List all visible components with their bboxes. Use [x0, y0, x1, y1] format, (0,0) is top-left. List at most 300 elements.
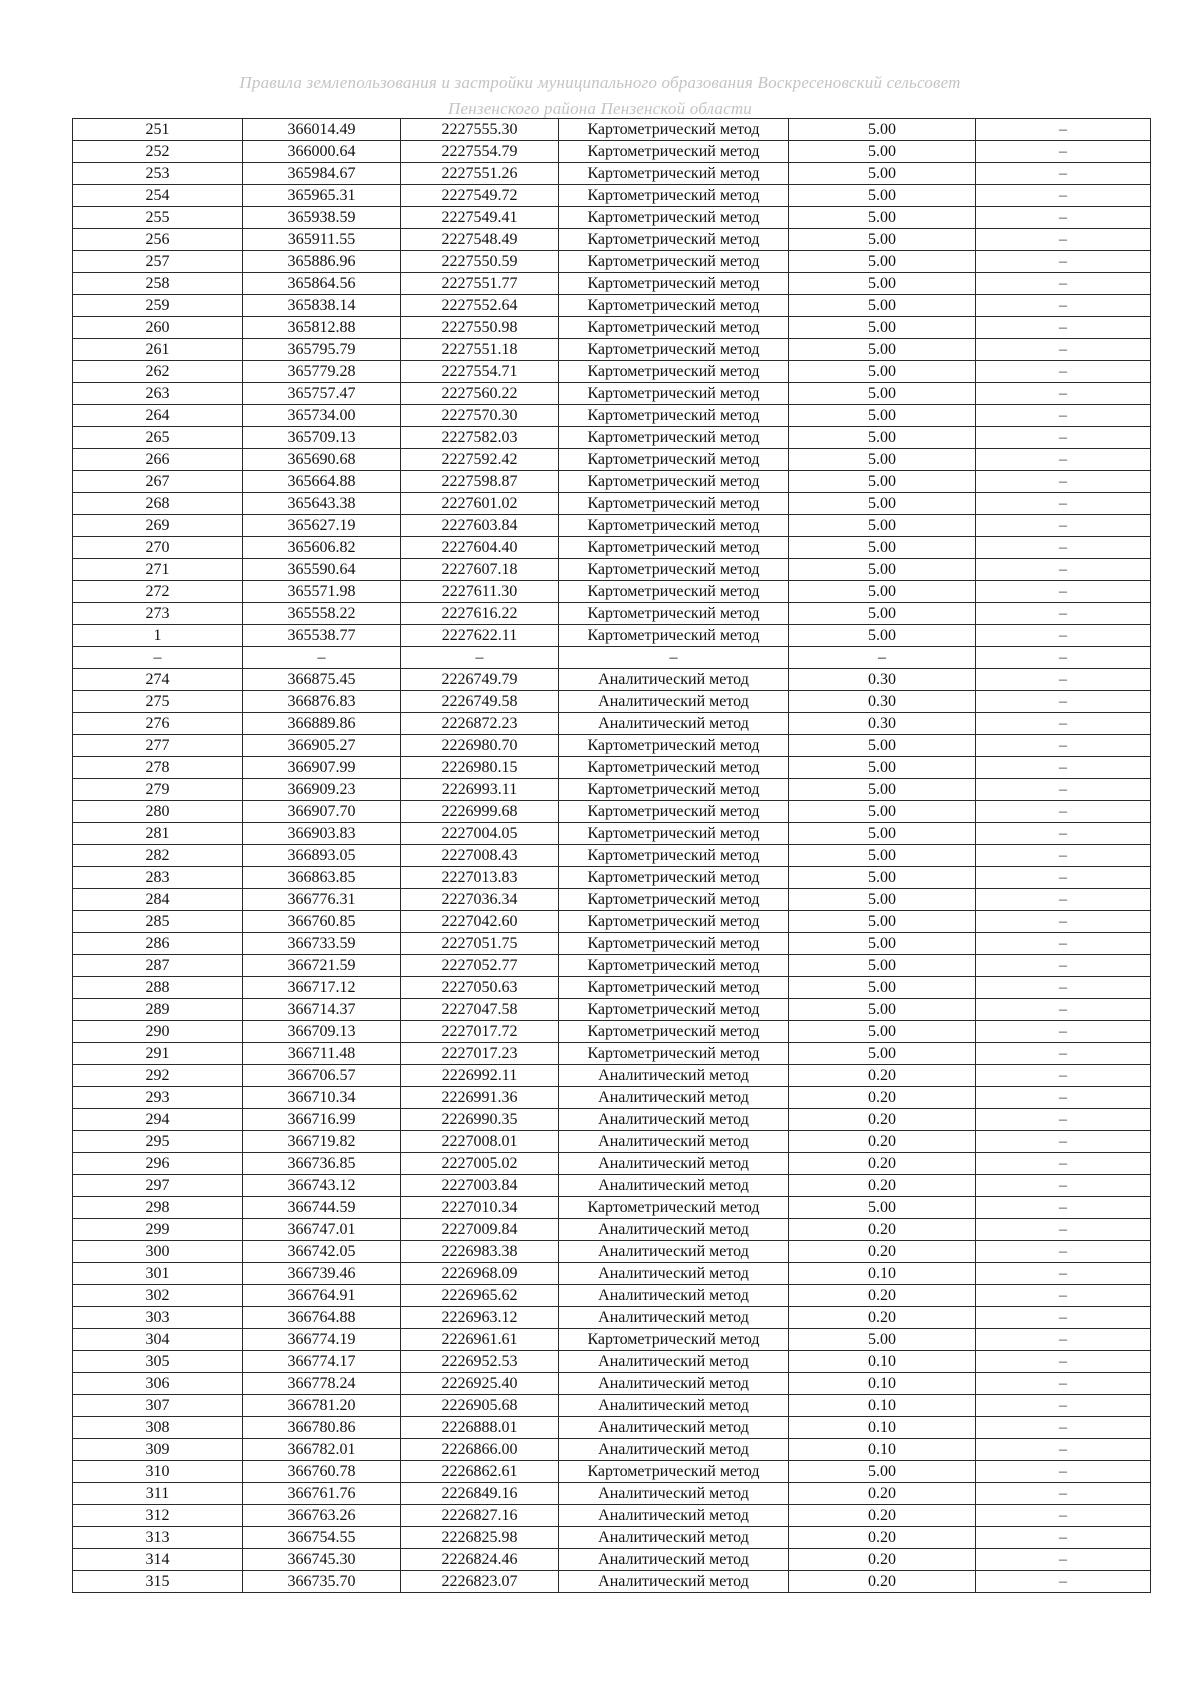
precision-cell: 5.00 [789, 867, 976, 889]
method-cell: Картометрический метод [559, 1329, 789, 1351]
y-coordinate-cell: 2226925.40 [401, 1373, 559, 1395]
y-coordinate-cell: 2227582.03 [401, 427, 559, 449]
precision-cell: 5.00 [789, 141, 976, 163]
table-row [73, 1329, 1151, 1351]
point-number-cell: 299 [73, 1219, 243, 1241]
note-cell: – [976, 163, 1151, 185]
table-row [73, 779, 1151, 801]
precision-cell: 5.00 [789, 625, 976, 647]
x-coordinate-cell: 366014.49 [243, 119, 401, 141]
x-coordinate-cell: 366909.23 [243, 779, 401, 801]
y-coordinate-cell: 2226749.79 [401, 669, 559, 691]
method-cell: Картометрический метод [559, 515, 789, 537]
note-cell: – [976, 757, 1151, 779]
note-cell: – [976, 823, 1151, 845]
table-row [73, 163, 1151, 185]
method-cell: Картометрический метод [559, 207, 789, 229]
method-cell: Картометрический метод [559, 889, 789, 911]
table-row [73, 449, 1151, 471]
y-coordinate-cell: 2227560.22 [401, 383, 559, 405]
table-row [73, 669, 1151, 691]
x-coordinate-cell: 366745.30 [243, 1549, 401, 1571]
y-coordinate-cell: 2227551.77 [401, 273, 559, 295]
x-coordinate-cell: 366739.46 [243, 1263, 401, 1285]
table-row [73, 955, 1151, 977]
point-number-cell: 277 [73, 735, 243, 757]
note-cell: – [976, 207, 1151, 229]
y-coordinate-cell: 2226961.61 [401, 1329, 559, 1351]
table-row [73, 1549, 1151, 1571]
y-coordinate-cell: 2226968.09 [401, 1263, 559, 1285]
point-number-cell: 292 [73, 1065, 243, 1087]
method-cell: Аналитический метод [559, 1241, 789, 1263]
table-row [73, 1461, 1151, 1483]
table-row [73, 1219, 1151, 1241]
note-cell: – [976, 1175, 1151, 1197]
precision-cell: 5.00 [789, 1461, 976, 1483]
note-cell: – [976, 647, 1151, 669]
table-row [73, 1483, 1151, 1505]
y-coordinate-cell: 2226888.01 [401, 1417, 559, 1439]
method-cell: Картометрический метод [559, 449, 789, 471]
method-cell: Аналитический метод [559, 713, 789, 735]
x-coordinate-cell: 366903.83 [243, 823, 401, 845]
precision-cell: 0.20 [789, 1241, 976, 1263]
table-row [73, 889, 1151, 911]
note-cell: – [976, 383, 1151, 405]
table-row [73, 977, 1151, 999]
method-cell: Картометрический метод [559, 229, 789, 251]
x-coordinate-cell: 366764.91 [243, 1285, 401, 1307]
point-number-cell: 261 [73, 339, 243, 361]
note-cell: – [976, 339, 1151, 361]
point-number-cell: 310 [73, 1461, 243, 1483]
x-coordinate-cell: 365709.13 [243, 427, 401, 449]
point-number-cell: 285 [73, 911, 243, 933]
point-number-cell: 255 [73, 207, 243, 229]
note-cell: – [976, 735, 1151, 757]
method-cell: Картометрический метод [559, 317, 789, 339]
point-number-cell: 284 [73, 889, 243, 911]
x-coordinate-cell: 365558.22 [243, 603, 401, 625]
x-coordinate-cell: 366760.85 [243, 911, 401, 933]
point-number-cell: 271 [73, 559, 243, 581]
y-coordinate-cell: 2227554.79 [401, 141, 559, 163]
point-number-cell: 305 [73, 1351, 243, 1373]
x-coordinate-cell: 366754.55 [243, 1527, 401, 1549]
precision-cell: 5.00 [789, 317, 976, 339]
table-row [73, 625, 1151, 647]
point-number-cell: 297 [73, 1175, 243, 1197]
precision-cell: 0.20 [789, 1065, 976, 1087]
note-cell: – [976, 1219, 1151, 1241]
point-number-cell: 313 [73, 1527, 243, 1549]
y-coordinate-cell: 2227042.60 [401, 911, 559, 933]
table-row [73, 845, 1151, 867]
method-cell: Картометрический метод [559, 471, 789, 493]
point-number-cell: 263 [73, 383, 243, 405]
point-number-cell: 253 [73, 163, 243, 185]
table-row [73, 1131, 1151, 1153]
precision-cell: 0.20 [789, 1153, 976, 1175]
point-number-cell: 314 [73, 1549, 243, 1571]
y-coordinate-cell: – [401, 647, 559, 669]
point-number-cell: 270 [73, 537, 243, 559]
point-number-cell: 273 [73, 603, 243, 625]
table-row [73, 1065, 1151, 1087]
table-row [73, 493, 1151, 515]
x-coordinate-cell: 366706.57 [243, 1065, 401, 1087]
point-number-cell: 254 [73, 185, 243, 207]
table-row [73, 471, 1151, 493]
x-coordinate-cell: 366905.27 [243, 735, 401, 757]
y-coordinate-cell: 2226980.70 [401, 735, 559, 757]
table-row [73, 1175, 1151, 1197]
precision-cell: 5.00 [789, 295, 976, 317]
note-cell: – [976, 141, 1151, 163]
point-number-cell: 279 [73, 779, 243, 801]
method-cell: Аналитический метод [559, 1373, 789, 1395]
precision-cell: 5.00 [789, 119, 976, 141]
x-coordinate-cell: 366742.05 [243, 1241, 401, 1263]
x-coordinate-cell: 366774.19 [243, 1329, 401, 1351]
point-number-cell: 276 [73, 713, 243, 735]
y-coordinate-cell: 2227549.41 [401, 207, 559, 229]
method-cell: Картометрический метод [559, 251, 789, 273]
precision-cell: 0.20 [789, 1285, 976, 1307]
table-row [73, 1439, 1151, 1461]
table-row [73, 1021, 1151, 1043]
note-cell: – [976, 1329, 1151, 1351]
precision-cell: 5.00 [789, 911, 976, 933]
x-coordinate-cell: 366721.59 [243, 955, 401, 977]
y-coordinate-cell: 2227607.18 [401, 559, 559, 581]
note-cell: – [976, 977, 1151, 999]
method-cell: Картометрический метод [559, 427, 789, 449]
note-cell: – [976, 273, 1151, 295]
precision-cell: 0.20 [789, 1527, 976, 1549]
precision-cell: 5.00 [789, 251, 976, 273]
note-cell: – [976, 295, 1151, 317]
precision-cell: 5.00 [789, 163, 976, 185]
point-number-cell: 302 [73, 1285, 243, 1307]
table-row [73, 1527, 1151, 1549]
x-coordinate-cell: 365864.56 [243, 273, 401, 295]
note-cell: – [976, 713, 1151, 735]
x-coordinate-cell: 366781.20 [243, 1395, 401, 1417]
x-coordinate-cell: 365690.68 [243, 449, 401, 471]
note-cell: – [976, 1241, 1151, 1263]
y-coordinate-cell: 2227004.05 [401, 823, 559, 845]
method-cell: Картометрический метод [559, 493, 789, 515]
table-row [73, 1241, 1151, 1263]
y-coordinate-cell: 2226749.58 [401, 691, 559, 713]
method-cell: Аналитический метод [559, 1417, 789, 1439]
method-cell: Аналитический метод [559, 1505, 789, 1527]
precision-cell: 5.00 [789, 1021, 976, 1043]
y-coordinate-cell: 2227570.30 [401, 405, 559, 427]
note-cell: – [976, 449, 1151, 471]
table-row [73, 1153, 1151, 1175]
table-row [73, 1263, 1151, 1285]
precision-cell: 5.00 [789, 735, 976, 757]
x-coordinate-cell: 366747.01 [243, 1219, 401, 1241]
point-number-cell: 306 [73, 1373, 243, 1395]
y-coordinate-cell: 2227036.34 [401, 889, 559, 911]
note-cell: – [976, 933, 1151, 955]
note-cell: – [976, 251, 1151, 273]
note-cell: – [976, 691, 1151, 713]
point-number-cell: 280 [73, 801, 243, 823]
x-coordinate-cell: 365627.19 [243, 515, 401, 537]
method-cell: Картометрический метод [559, 405, 789, 427]
table-row [73, 1043, 1151, 1065]
method-cell: Картометрический метод [559, 1461, 789, 1483]
point-number-cell: 269 [73, 515, 243, 537]
point-number-cell: 296 [73, 1153, 243, 1175]
method-cell: Картометрический метод [559, 801, 789, 823]
table-row [73, 823, 1151, 845]
method-cell: Картометрический метод [559, 1021, 789, 1043]
method-cell: Картометрический метод [559, 361, 789, 383]
x-coordinate-cell: 365938.59 [243, 207, 401, 229]
point-number-cell: 308 [73, 1417, 243, 1439]
y-coordinate-cell: 2227017.72 [401, 1021, 559, 1043]
method-cell: Картометрический метод [559, 537, 789, 559]
precision-cell: 5.00 [789, 933, 976, 955]
table-row [73, 515, 1151, 537]
method-cell: Картометрический метод [559, 383, 789, 405]
precision-cell: 5.00 [789, 1043, 976, 1065]
x-coordinate-cell: 365643.38 [243, 493, 401, 515]
point-number-cell: 262 [73, 361, 243, 383]
point-number-cell: 264 [73, 405, 243, 427]
page-header [60, 70, 1140, 122]
method-cell: Картометрический метод [559, 339, 789, 361]
precision-cell: 0.10 [789, 1263, 976, 1285]
precision-cell: 5.00 [789, 339, 976, 361]
note-cell: – [976, 999, 1151, 1021]
note-cell: – [976, 1505, 1151, 1527]
precision-cell: 5.00 [789, 779, 976, 801]
x-coordinate-cell: 366907.99 [243, 757, 401, 779]
x-coordinate-cell: 366760.78 [243, 1461, 401, 1483]
x-coordinate-cell: 366761.76 [243, 1483, 401, 1505]
x-coordinate-cell: 365757.47 [243, 383, 401, 405]
x-coordinate-cell: 366893.05 [243, 845, 401, 867]
note-cell: – [976, 845, 1151, 867]
table-row [73, 801, 1151, 823]
note-cell: – [976, 1153, 1151, 1175]
table-row [73, 713, 1151, 735]
method-cell: Аналитический метод [559, 1549, 789, 1571]
note-cell: – [976, 1527, 1151, 1549]
note-cell: – [976, 317, 1151, 339]
method-cell: – [559, 647, 789, 669]
table-row [73, 1505, 1151, 1527]
precision-cell: 5.00 [789, 581, 976, 603]
note-cell: – [976, 625, 1151, 647]
y-coordinate-cell: 2226952.53 [401, 1351, 559, 1373]
note-cell: – [976, 229, 1151, 251]
method-cell: Картометрический метод [559, 273, 789, 295]
precision-cell: 0.10 [789, 1373, 976, 1395]
x-coordinate-cell: 366000.64 [243, 141, 401, 163]
x-coordinate-cell: 366776.31 [243, 889, 401, 911]
point-number-cell: 1 [73, 625, 243, 647]
y-coordinate-cell: 2227551.18 [401, 339, 559, 361]
point-number-cell: 311 [73, 1483, 243, 1505]
table-row [73, 1351, 1151, 1373]
method-cell: Аналитический метод [559, 1153, 789, 1175]
point-number-cell: 294 [73, 1109, 243, 1131]
precision-cell: 5.00 [789, 515, 976, 537]
precision-cell: 0.20 [789, 1549, 976, 1571]
y-coordinate-cell: 2227598.87 [401, 471, 559, 493]
note-cell: – [976, 119, 1151, 141]
method-cell: Картометрический метод [559, 933, 789, 955]
y-coordinate-cell: 2227047.58 [401, 999, 559, 1021]
y-coordinate-cell: 2227592.42 [401, 449, 559, 471]
y-coordinate-cell: 2227555.30 [401, 119, 559, 141]
y-coordinate-cell: 2227008.01 [401, 1131, 559, 1153]
note-cell: – [976, 1483, 1151, 1505]
precision-cell: 5.00 [789, 889, 976, 911]
y-coordinate-cell: 2227622.11 [401, 625, 559, 647]
precision-cell: 0.30 [789, 691, 976, 713]
precision-cell: 5.00 [789, 845, 976, 867]
note-cell: – [976, 779, 1151, 801]
table-row [73, 999, 1151, 1021]
point-number-cell: 300 [73, 1241, 243, 1263]
table-row [73, 1417, 1151, 1439]
method-cell: Аналитический метод [559, 1285, 789, 1307]
method-cell: Аналитический метод [559, 1175, 789, 1197]
x-coordinate-cell: 365812.88 [243, 317, 401, 339]
point-number-cell: 258 [73, 273, 243, 295]
x-coordinate-cell: 366736.85 [243, 1153, 401, 1175]
table-row [73, 185, 1151, 207]
precision-cell: 0.30 [789, 669, 976, 691]
note-cell: – [976, 1439, 1151, 1461]
point-number-cell: 281 [73, 823, 243, 845]
table-row [73, 911, 1151, 933]
y-coordinate-cell: 2227013.83 [401, 867, 559, 889]
x-coordinate-cell: 366889.86 [243, 713, 401, 735]
y-coordinate-cell: 2227603.84 [401, 515, 559, 537]
note-cell: – [976, 405, 1151, 427]
table-row [73, 427, 1151, 449]
note-cell: – [976, 471, 1151, 493]
x-coordinate-cell: 366714.37 [243, 999, 401, 1021]
note-cell: – [976, 911, 1151, 933]
point-number-cell: 251 [73, 119, 243, 141]
point-number-cell: 295 [73, 1131, 243, 1153]
point-number-cell: 256 [73, 229, 243, 251]
y-coordinate-cell: 2227552.64 [401, 295, 559, 317]
precision-cell: 0.10 [789, 1395, 976, 1417]
note-cell: – [976, 867, 1151, 889]
method-cell: Аналитический метод [559, 1307, 789, 1329]
y-coordinate-cell: 2226825.98 [401, 1527, 559, 1549]
note-cell: – [976, 1307, 1151, 1329]
table-row [73, 1197, 1151, 1219]
x-coordinate-cell: 366717.12 [243, 977, 401, 999]
y-coordinate-cell: 2226827.16 [401, 1505, 559, 1527]
note-cell: – [976, 537, 1151, 559]
precision-cell: 5.00 [789, 1329, 976, 1351]
table-row [73, 757, 1151, 779]
y-coordinate-cell: 2226965.62 [401, 1285, 559, 1307]
precision-cell: 0.30 [789, 713, 976, 735]
table-row [73, 1285, 1151, 1307]
x-coordinate-cell: 366764.88 [243, 1307, 401, 1329]
table-row [73, 581, 1151, 603]
method-cell: Картометрический метод [559, 977, 789, 999]
table-row [73, 691, 1151, 713]
method-cell: Картометрический метод [559, 559, 789, 581]
x-coordinate-cell: 366733.59 [243, 933, 401, 955]
note-cell: – [976, 1285, 1151, 1307]
x-coordinate-cell: 365590.64 [243, 559, 401, 581]
y-coordinate-cell: 2226862.61 [401, 1461, 559, 1483]
point-number-cell: 283 [73, 867, 243, 889]
precision-cell: 0.20 [789, 1087, 976, 1109]
table-row [73, 141, 1151, 163]
table-row [73, 735, 1151, 757]
y-coordinate-cell: 2226990.35 [401, 1109, 559, 1131]
precision-cell: 0.20 [789, 1131, 976, 1153]
x-coordinate-cell: 365984.67 [243, 163, 401, 185]
method-cell: Картометрический метод [559, 867, 789, 889]
precision-cell: 5.00 [789, 273, 976, 295]
method-cell: Аналитический метод [559, 669, 789, 691]
point-number-cell: 291 [73, 1043, 243, 1065]
method-cell: Аналитический метод [559, 1395, 789, 1417]
precision-cell: 5.00 [789, 977, 976, 999]
point-number-cell: 309 [73, 1439, 243, 1461]
point-number-cell: 288 [73, 977, 243, 999]
method-cell: Картометрический метод [559, 845, 789, 867]
x-coordinate-cell: 365538.77 [243, 625, 401, 647]
table-row [73, 405, 1151, 427]
note-cell: – [976, 801, 1151, 823]
x-coordinate-cell: 366763.26 [243, 1505, 401, 1527]
point-number-cell: 298 [73, 1197, 243, 1219]
y-coordinate-cell: 2227052.77 [401, 955, 559, 977]
precision-cell: 0.10 [789, 1417, 976, 1439]
note-cell: – [976, 1549, 1151, 1571]
method-cell: Картометрический метод [559, 735, 789, 757]
method-cell: Картометрический метод [559, 185, 789, 207]
x-coordinate-cell: 365571.98 [243, 581, 401, 603]
precision-cell: 5.00 [789, 999, 976, 1021]
precision-cell: 5.00 [789, 383, 976, 405]
note-cell: – [976, 1021, 1151, 1043]
note-cell: – [976, 515, 1151, 537]
y-coordinate-cell: 2226849.16 [401, 1483, 559, 1505]
note-cell: – [976, 427, 1151, 449]
x-coordinate-cell: 366711.48 [243, 1043, 401, 1065]
note-cell: – [976, 889, 1151, 911]
precision-cell: 5.00 [789, 361, 976, 383]
y-coordinate-cell: 2227051.75 [401, 933, 559, 955]
precision-cell: 5.00 [789, 757, 976, 779]
y-coordinate-cell: 2227611.30 [401, 581, 559, 603]
table-row [73, 1307, 1151, 1329]
x-coordinate-cell: 366774.17 [243, 1351, 401, 1373]
note-cell: – [976, 1417, 1151, 1439]
